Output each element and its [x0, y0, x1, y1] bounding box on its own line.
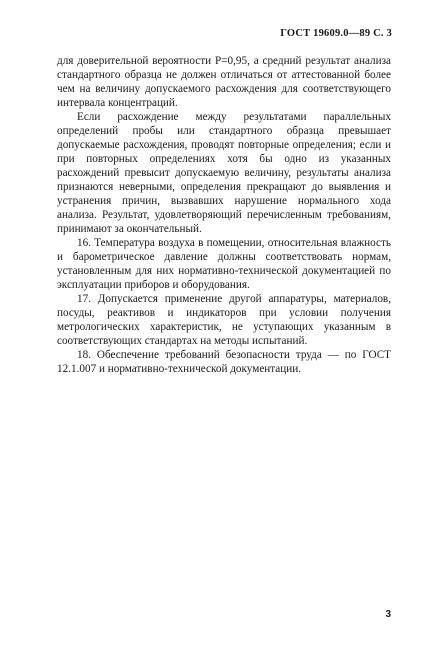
paragraph-clause-16: 16. Температура воздуха в помещении, относительная влажность и барометрическое давление должны соответствовать нормам, установленным для них нормативно-технической документацией по эксплуатации приборов и оборудования.	[57, 237, 391, 291]
paragraph-discrepancy: Если расхождение между результатами параллельных определений пробы или стандартного образца превышает допускаемые расхождения, проводят повторные определения; если и при повторных определениях хотя бы одно из указанных расхождений превысит допускаемую величину, результаты анализа признаются неверными, определения прекращают до выявления и устранения причин, вызвавших нарушение нормального хода анализа. Результат, удовлетворяющий перечисленным требованиям, принимают за окончательный.	[57, 111, 391, 235]
page-number: 3	[385, 609, 391, 620]
paragraph-clause-18: 18. Обеспечение требований безопасности труда — по ГОСТ 12.1.007 и нормативно-технической документации.	[57, 349, 391, 375]
paragraph-clause-17: 17. Допускается применение другой аппаратуры, материалов, посуды, реактивов и индикаторов при условии получения метрологических характеристик, не уступающих указанным в соответствующих стандартах на методы испытаний.	[57, 293, 391, 347]
paragraph-continuation: для доверительной вероятности P=0,95, а средний результат анализа стандартного образца не должен отличаться от аттестованной более чем на величину допускаемого расхождения для соответствующего интервала концентраций.	[57, 55, 391, 109]
document-body	[57, 54, 391, 376]
running-head: ГОСТ 19609.0—89 С. 3	[280, 28, 392, 39]
